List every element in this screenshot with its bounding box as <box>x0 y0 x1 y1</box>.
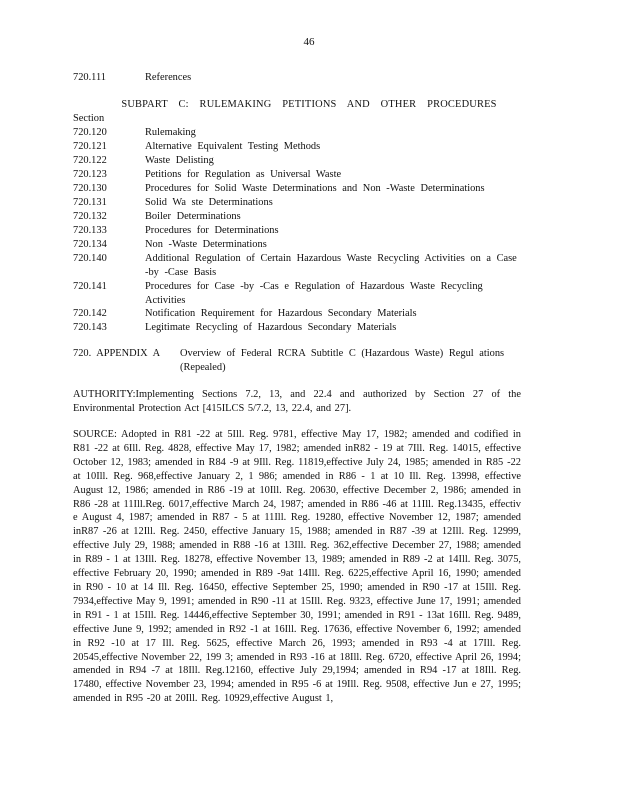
section-title: Additional Regulation of Certain Hazardous Waste Recycling Activities on a Case -by -Case Basis <box>145 253 517 278</box>
section-number: 720.131 <box>73 197 107 208</box>
section-title: Procedures for Solid Waste Determinations and Non -Waste Determinations <box>145 183 485 194</box>
section-title: Legitimate Recycling of Hazardous Secondary Materials <box>145 322 397 333</box>
section-number: 720.143 <box>73 322 107 333</box>
subpart-heading: SUBPART C: RULEMAKING PETITIONS AND OTHER PROCEDURES <box>121 99 497 110</box>
section-column-label: Section <box>73 113 105 124</box>
section-number: 720.111 <box>73 72 106 83</box>
toc-row <box>73 280 523 308</box>
section-number: 720.130 <box>73 183 107 194</box>
section-title: Boiler Determinations <box>145 211 241 222</box>
section-number: 720.123 <box>73 169 107 180</box>
section-title: Non -Waste Determinations <box>145 239 267 250</box>
section-number: 720.121 <box>73 141 107 152</box>
section-title: Solid Wa ste Determinations <box>145 197 273 208</box>
section-number: 720.140 <box>73 253 107 264</box>
appendix-title: Overview of Federal RCRA Subtitle C (Hazardous Waste) Regul ations (Repealed) <box>180 348 505 373</box>
toc-row <box>73 154 523 168</box>
toc-row <box>73 321 523 335</box>
toc-row <box>73 140 523 154</box>
appendix-entry <box>73 347 523 375</box>
toc-row <box>73 224 523 238</box>
authority-paragraph: AUTHORITY:Implementing Sections 7.2, 13, and 22.4 and authorized by Section 27 of the Environmental Protection Act [415ILCS 5/7.2, 13, 22.4, and 27]. <box>73 389 521 414</box>
section-title: Alternative Equivalent Testing Methods <box>145 141 321 152</box>
appendix-label: 720. APPENDIX A <box>73 348 161 359</box>
toc-row <box>73 238 523 252</box>
section-number: 720.132 <box>73 211 107 222</box>
page-number: 46 <box>303 36 315 48</box>
section-title: Petitions for Regulation as Universal Waste <box>145 169 342 180</box>
toc-row <box>73 252 523 280</box>
toc-row <box>73 210 523 224</box>
section-number: 720.134 <box>73 239 107 250</box>
toc-row-references <box>73 71 523 85</box>
section-number: 720.120 <box>73 127 107 138</box>
section-title: Procedures for Determinations <box>145 225 279 236</box>
section-title: Notification Requirement for Hazardous Secondary Materials <box>145 308 417 319</box>
toc-row <box>73 126 523 140</box>
source-paragraph: SOURCE: Adopted in R81 -22 at 5Ill. Reg. 9781, effective May 17, 1982; amended and codified in R81 -22 at 6Ill. Reg. 4828, effective May 17, 1982; amended inR82 - 19 at 7Ill. Reg. 14015, effective October 12, 1983; amended in R84 -9 at 9Ill. Reg. 11819,effective July 24, 1985; amended in R85 -22 at 10Ill. Reg. 968,effective January 2, 1 986; amended in R86 - 1 at 10 Ill. Reg. 13998, effective August 12, 1986; amended in R86 -19 at 10Ill. Reg. 20630, effective December 2, 1986; amended in R86 -28 at 11Ill.Reg. 6017,effective March 24, 1987; amended in R86 -46 at 11Ill. Reg.13435, effectiv e August 4, 1987; amended in R87 - 5 at 11Ill. Reg. 19280, effective November 12, 1987; amended inR87 -26 at 12Ill. Reg. 2450, effective January 15, 1988; amended in R87 -39 at 12Ill. Reg. 12999, effective July 29, 1988; amended in R88 -16 at 13Ill. Reg. 362,effective December 27, 1988; amended in R89 - 1 at 13Ill. Reg. 18278, effective November 13, 1989; amended in R89 -2 at 14Ill. Reg. 3075, effective February 20, 1990; amended in R89 -9at 14Ill. Reg. 6225,effective April 16, 1990; amended in R90 - 10 at 14 Ill. Reg. 16450, effective September 25, 1990; amended in R90 -17 at 15Ill. Reg. 7934,effective May 9, 1991; amended in R90 -11 at 15Ill. Reg. 9323, effective June 17, 1991; amended in R91 - 1 at 15Ill. Reg. 14446,effective September 30, 1991; amended in R91 - 13at 16Ill. Reg. 9489, effective June 9, 1992; amended in R92 -1 at 16Ill. Reg. 17636, effective November 6, 1992; amended in R92 -10 at 17 Ill. Reg. 5625, effective March 26, 1993; amended in R93 -4 at 17Ill. Reg. 20545,effective November 22, 199 3; amended in R93 -16 at 18Ill. Reg. 6720, effective April 26, 1994; amended in R94 -7 at 18Ill. Reg.12160, effective July 29,1994; amended in R94 -17 at 18Ill. Reg. 17480, effective November 23, 1994; amended in R95 -6 at 19Ill. Reg. 9508, effective Jun e 27, 1995; amended in R95 -20 at 20Ill. Reg. 10929,effective August 1, <box>73 429 521 705</box>
section-number: 720.142 <box>73 308 107 319</box>
section-number: 720.133 <box>73 225 107 236</box>
section-title: References <box>145 72 192 83</box>
section-number: 720.141 <box>73 281 107 292</box>
toc-row <box>73 196 523 210</box>
toc-row <box>73 168 523 182</box>
section-title: Rulemaking <box>145 127 196 138</box>
section-number: 720.122 <box>73 155 107 166</box>
section-title: Procedures for Case -by -Cas e Regulation of Hazardous Waste Recycling Activities <box>145 281 483 306</box>
toc-row <box>73 307 523 321</box>
section-title: Waste Delisting <box>145 155 214 166</box>
toc-row <box>73 182 523 196</box>
